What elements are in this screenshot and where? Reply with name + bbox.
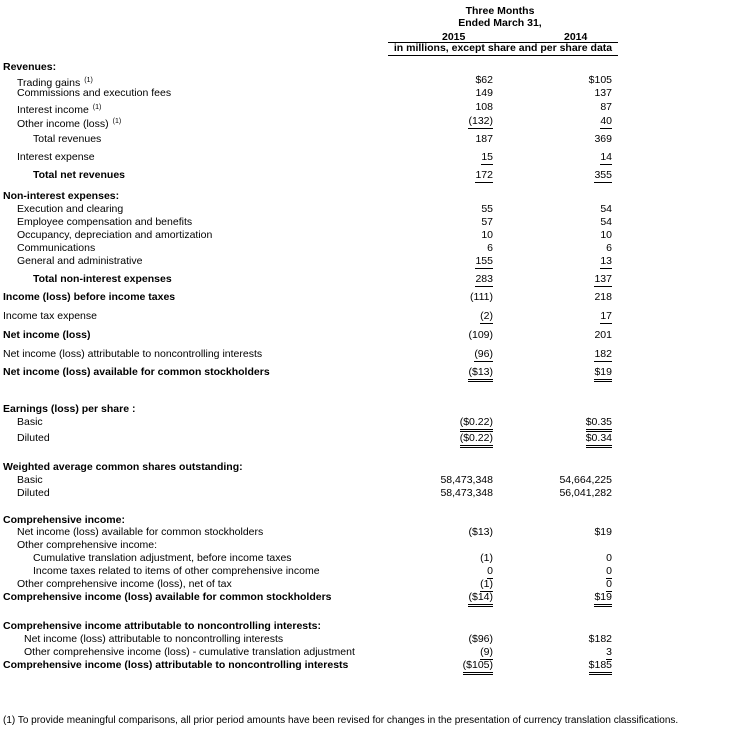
shares-title: Weighted average common shares outstanding: <box>3 461 243 473</box>
row-nci-cta: Other comprehensive income (loss) - cumulative translation adjustment <box>24 646 355 658</box>
nci-2015: (96) <box>474 348 493 360</box>
row-comp-net-common: Net income (loss) available for common stockholders <box>17 526 264 538</box>
nci-2014: 182 <box>594 348 612 360</box>
communications-2015: 6 <box>487 242 493 254</box>
row-nci-net: Net income (loss) attributable to noncontrolling interests <box>24 633 284 645</box>
total-revenues-2015: 187 <box>475 133 493 145</box>
nci-comprehensive-title: Comprehensive income attributable to noncontrolling interests: <box>3 620 321 632</box>
income-tax-2015: (2) <box>480 310 493 322</box>
total-net-revenues-2015: 172 <box>475 169 493 181</box>
row-nci: Net income (loss) attributable to noncontrolling interests <box>3 348 263 360</box>
nci-cta-2014: 3 <box>606 646 612 658</box>
total-net-revenues-2014: 355 <box>594 169 612 181</box>
header-year-2014: 2014 <box>564 31 588 43</box>
interest-expense-2015: 15 <box>481 151 493 163</box>
row-general: General and administrative <box>17 255 143 267</box>
row-execution: Execution and clearing <box>17 203 124 215</box>
execution-2015: 55 <box>481 203 493 215</box>
commissions-2014: 137 <box>594 87 612 99</box>
total-expenses-2015: 283 <box>475 273 493 285</box>
total-expenses-2014: 137 <box>594 273 612 285</box>
header-year-2015: 2015 <box>442 31 466 43</box>
row-occupancy: Occupancy, depreciation and amortization <box>17 229 213 241</box>
nci-net-2014: $182 <box>588 633 612 645</box>
header-units-rule <box>388 55 618 56</box>
other-income-2014: 40 <box>600 115 612 127</box>
row-interest-expense: Interest expense <box>17 151 95 163</box>
row-commissions: Commissions and execution fees <box>17 87 172 99</box>
total-revenues-2014: 369 <box>594 133 612 145</box>
net-income-2015: (109) <box>468 329 493 341</box>
shares-diluted-2015: 58,473,348 <box>440 487 493 499</box>
row-net-common: Net income (loss) available for common stockholders <box>3 366 270 378</box>
row-shares-diluted: Diluted <box>17 487 50 499</box>
comp-net-common-2015: ($13) <box>468 526 493 538</box>
employee-2015: 57 <box>481 216 493 228</box>
interest-income-2014: 87 <box>600 101 612 113</box>
oci-taxes-2015: 0 <box>487 565 493 577</box>
net-income-2014: 201 <box>594 329 612 341</box>
oci-net-2014: 0 <box>606 578 612 590</box>
occupancy-2014: 10 <box>600 229 612 241</box>
header-line-1: Three Months <box>465 5 535 17</box>
general-2014: 13 <box>600 255 612 267</box>
interest-income-2015: 108 <box>475 101 493 113</box>
nci-net-2015: ($96) <box>468 633 493 645</box>
oci-title: Other comprehensive income: <box>17 539 158 551</box>
cta-2015: (1) <box>480 552 493 564</box>
oci-taxes-2014: 0 <box>606 565 612 577</box>
eps-diluted-2014: $0.34 <box>586 432 612 448</box>
cta-2014: 0 <box>606 552 612 564</box>
eps-diluted-2015: ($0.22) <box>460 432 493 448</box>
row-comp-total: Comprehensive income (loss) available for common stockholders <box>3 591 332 603</box>
occupancy-2015: 10 <box>481 229 493 241</box>
eps-basic-2015: ($0.22) <box>460 416 493 432</box>
row-interest-income: Interest income $^{(1)}$ <box>17 104 102 116</box>
revenues-title: Revenues: <box>3 61 57 73</box>
net-common-2014: $19 <box>594 366 612 382</box>
row-oci-net: Other comprehensive income (loss), net of tax <box>17 578 232 590</box>
general-2015: 155 <box>475 255 493 267</box>
row-total-net-revenues: Total net revenues <box>33 169 125 181</box>
income-before-tax-2015: (111) <box>470 291 493 303</box>
row-oci-taxes: Income taxes related to items of other comprehensive income <box>33 565 320 577</box>
shares-basic-2015: 58,473,348 <box>440 474 493 486</box>
row-total-revenues: Total revenues <box>33 133 102 145</box>
row-eps-diluted: Diluted <box>17 432 50 444</box>
footnote: (1) To provide meaningful comparisons, all prior period amounts have been revised for changes in the presentation of currency translation classifications. <box>3 715 679 726</box>
nci-cta-2015: (9) <box>480 646 493 658</box>
eps-title: Earnings (loss) per share : <box>3 403 136 415</box>
trading-gains-2015: $62 <box>475 74 493 86</box>
header-line-2: Ended March 31, <box>458 17 542 29</box>
row-total-expenses: Total non-interest expenses <box>33 273 172 285</box>
row-other-income: Other income (loss) $^{(1)}$ <box>17 118 122 130</box>
eps-basic-2014: $0.35 <box>586 416 612 432</box>
comp-total-2015: ($14) <box>468 591 493 607</box>
net-common-2015: ($13) <box>468 366 493 382</box>
other-income-2015: (132) <box>468 115 493 127</box>
comp-net-common-2014: $19 <box>594 526 612 538</box>
row-income-tax: Income tax expense <box>3 310 97 322</box>
row-income-before-tax: Income (loss) before income taxes <box>3 291 176 303</box>
shares-basic-2014: 54,664,225 <box>559 474 612 486</box>
row-trading-gains: Trading gains $^{(1)}$ <box>17 77 93 89</box>
employee-2014: 54 <box>600 216 612 228</box>
commissions-2015: 149 <box>475 87 493 99</box>
comprehensive-title: Comprehensive income: <box>3 514 125 526</box>
row-cta: Cumulative translation adjustment, before income taxes <box>33 552 292 564</box>
comp-total-2014: $19 <box>594 591 612 607</box>
row-net-income: Net income (loss) <box>3 329 91 341</box>
income-before-tax-2014: 218 <box>594 291 612 303</box>
nci-total-2015: ($105) <box>463 659 493 675</box>
row-shares-basic: Basic <box>17 474 43 486</box>
nci-total-2014: $185 <box>589 659 612 675</box>
oci-net-2015: (1) <box>480 578 493 590</box>
expenses-title: Non-interest expenses: <box>3 190 120 202</box>
row-nci-total: Comprehensive income (loss) attributable to noncontrolling interests <box>3 659 349 671</box>
row-eps-basic: Basic <box>17 416 43 428</box>
shares-diluted-2014: 56,041,282 <box>559 487 612 499</box>
header-units: in millions, except share and per share data <box>393 42 613 54</box>
execution-2014: 54 <box>600 203 612 215</box>
communications-2014: 6 <box>606 242 612 254</box>
row-communications: Communications <box>17 242 96 254</box>
trading-gains-2014: $105 <box>588 74 612 86</box>
income-tax-2014: 17 <box>600 310 612 322</box>
interest-expense-2014: 14 <box>600 151 612 163</box>
row-employee: Employee compensation and benefits <box>17 216 193 228</box>
